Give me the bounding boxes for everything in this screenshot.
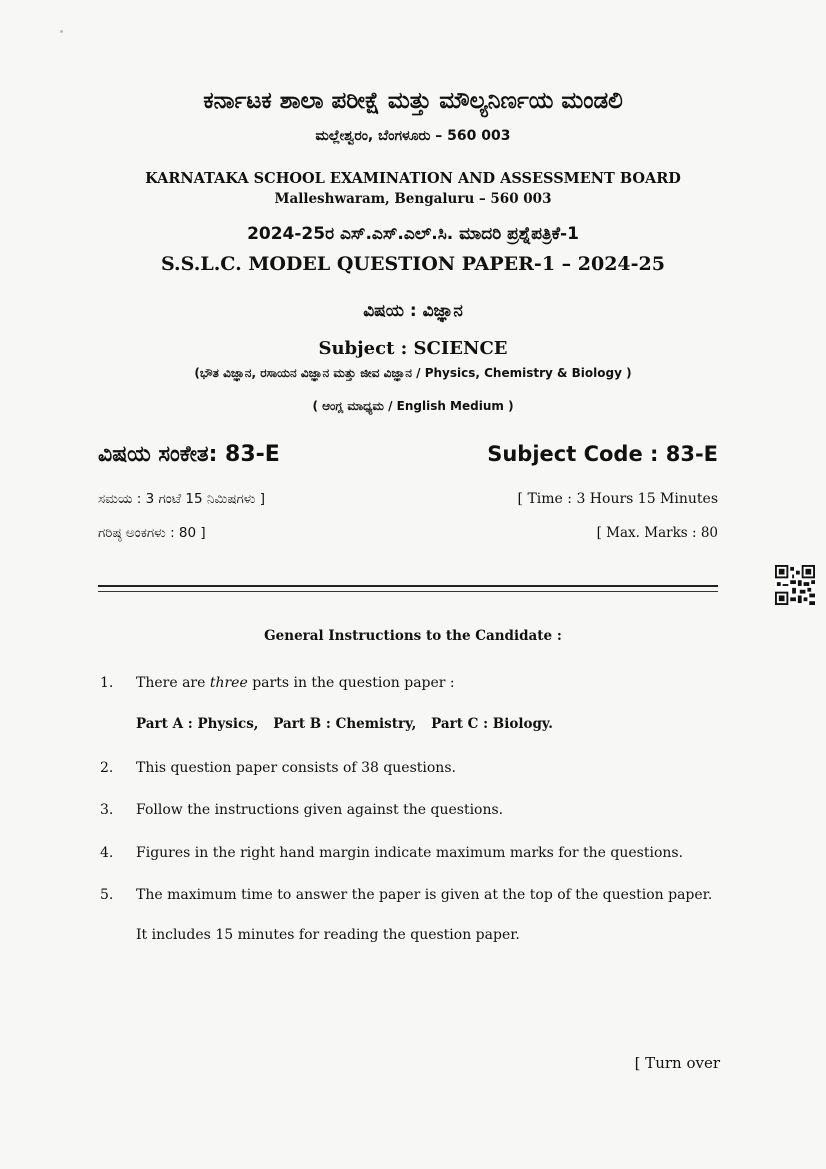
divider-bottom	[98, 591, 718, 592]
instruction-number: 3.	[100, 802, 114, 818]
instruction-text-continued: It includes 15 minutes for reading the question paper.	[136, 927, 520, 943]
scan-speck	[60, 30, 63, 33]
max-marks-english: [ Max. Marks : 80	[596, 525, 718, 541]
time-kannada: ಸಮಯ : 3 ಗಂಟೆ 15 ನಿಮಿಷಗಳು ]	[98, 491, 265, 507]
instruction-text: Figures in the right hand margin indicate maximum marks for the questions.	[136, 845, 684, 861]
instruction-number: 4.	[100, 845, 114, 861]
paper-title-kannada: 2024-25ರ ಎಸ್.ಎಸ್.ಎಲ್.ಸಿ. ಮಾದರಿ ಪ್ರಶ್ನೆಪತ್ರಿಕೆ-1	[247, 224, 579, 244]
board-name-kannada: ಕರ್ನಾಟಕ ಶಾಲಾ ಪರೀಕ್ಷೆ ಮತ್ತು ಮೌಲ್ಯನಿರ್ಣಯ ಮಂಡಲಿ	[203, 88, 623, 114]
instructions-heading: General Instructions to the Candidate :	[264, 628, 562, 644]
board-address-english: Malleshwaram, Bengaluru – 560 003	[274, 191, 552, 207]
parts-list	[136, 716, 563, 732]
turn-over-label: [ Turn over	[634, 1054, 720, 1072]
instruction-text: Follow the instructions given against the questions.	[136, 802, 504, 818]
board-address-kannada: ಮಲ್ಲೇಶ್ವರಂ, ಬೆಂಗಳೂರು – 560 003	[315, 128, 511, 144]
instruction-number: 1.	[100, 675, 114, 691]
instruction-number: 5.	[100, 887, 114, 903]
subject-english: Subject : SCIENCE	[318, 338, 508, 359]
subject-kannada: ವಿಷಯ : ವಿಜ್ಞಾನ	[363, 301, 463, 321]
instruction-text: There are three parts in the question paper :	[136, 675, 455, 691]
instruction-text: This question paper consists of 38 questions.	[136, 760, 456, 776]
board-name-english: KARNATAKA SCHOOL EXAMINATION AND ASSESSMENT BOARD	[145, 170, 681, 187]
divider-top	[98, 585, 718, 587]
part-a-label: Part A : Physics,	[136, 716, 259, 732]
time-english: [ Time : 3 Hours 15 Minutes	[517, 491, 718, 507]
part-b-label: Part B : Chemistry,	[273, 716, 417, 732]
subject-code-kannada: ವಿಷಯ ಸಂಕೇತ: 83-E	[98, 442, 280, 467]
max-marks-kannada: ಗರಿಷ್ಠ ಅಂಕಗಳು : 80 ]	[98, 525, 206, 541]
instruction-text: The maximum time to answer the paper is given at the top of the question paper.	[136, 887, 713, 903]
medium-label: ( ಆಂಗ್ಲ ಮಾಧ್ಯಮ / English Medium )	[312, 399, 514, 413]
qr-code-icon	[775, 565, 815, 605]
paper-title-english: S.S.L.C. MODEL QUESTION PAPER-1 – 2024-25	[161, 253, 665, 275]
instruction-number: 2.	[100, 760, 114, 776]
part-c-label: Part C : Biology.	[431, 716, 553, 732]
subject-detail: (ಭೌತ ವಿಜ್ಞಾನ, ರಸಾಯನ ವಿಜ್ಞಾನ ಮತ್ತು ಜೀವ ವಿಜ್ಞಾನ / Physics, Chemistry & Biology )	[194, 366, 632, 380]
subject-code-english: Subject Code : 83-E	[487, 442, 718, 466]
